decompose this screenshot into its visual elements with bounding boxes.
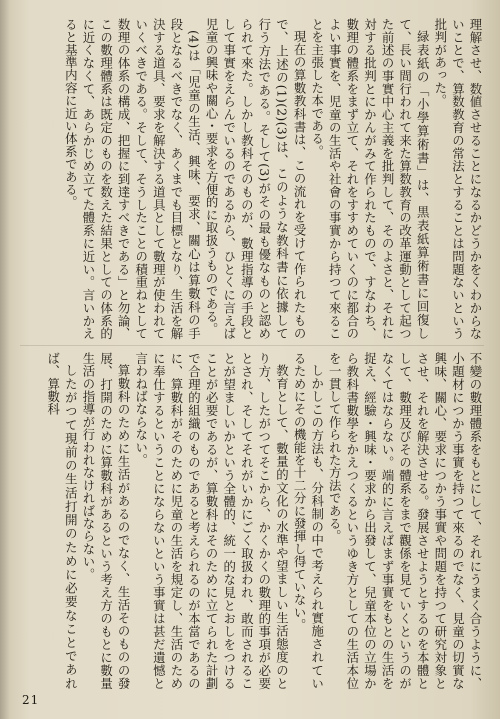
section-divider <box>20 345 484 346</box>
paragraph: 理解させ、数値させることになるかどうかをくわからないことで、算数教育の常法とすることは問題ないという批判があった。 <box>432 18 483 340</box>
upper-text-block <box>18 18 484 340</box>
paragraph: したがつて現前の生活打開のために必要なことであれば、算數科 <box>45 352 79 690</box>
paragraph: 教育として、數量的文化の水準や望ましい生活態度のとり方、したがつてそこから、かくかくの數理的事項が必要とされ、そしてそれがいかにごく取扱われ、敢而されることが望ましいかという全體的、統一的な見とおしをつけることが必要であるが、算數科はそのために立てられた計劃で合理的組織のものであると考えられるのが本當であるのに、算數科がそのために児童の生活を規定し、生活のために奉仕するということにならないという事實は甚だ遺憾と言わねばならない。 <box>133 352 290 690</box>
paragraph: 緑表紙の「小學算術書」は、黒表紙算術書に回復して、長い間行われて来た算数教育の改革運動として起つた前述の事實中心主義を批判して、そのよさと、それに対する批判とにかんがみて作られたもので、すなわち、數理の體系をまず立て、それをすすめていくのに都合のよい事實を、児童の生活や社會の事實から持つて來ることを主張した本である。 <box>309 18 431 340</box>
paragraph: 不變の數理體系をもとにして、それにうまく合うように、小題材につかう事實を持つて來るのでなく、見童の切實な興味、關心、要求につかう事實や問題を持つて研究対象とさせ、それを解決させる。發展させようとするのを本體として、數理及びその體系をまで觀係を見ていくというのがなくてはならない。端的に言えばまず事實をもとの生活を捉え、經驗・興味・要求から出發して、兒童本位の立場から教科書數學をかえつくるというゆき方としての生活本位を一貫して作られた方法である。 <box>327 352 483 690</box>
paragraph: 算數科のために生活があるのでなく、生活そのものの發展、打開のために算數科があるという考え方のもとに數量生活の指導が行われなければならない。 <box>80 352 132 690</box>
lower-text-block <box>18 352 484 690</box>
paragraph: しかしこの方法も、分科制の中で考えられ實施されているためにその機能を十二分に發揮し得ていない。 <box>292 352 325 690</box>
page-number: 21 <box>22 693 40 707</box>
paragraph: (4)は「児童の生活、興味、要求、關心は算數科の手段となるべきでなく、あくまでも目標となり、生活を解決する道具、要求を解決する道具として數理が使われていくべきである。そして、そうしたことの積重ねとして数理の体系の構成、把握に到達すべきである」と勿論、この數理體系は既定のものを数えた結果としての体系的に近くなくて、あらかじめ立てた體系に近い。言いかえると基準内容に近い体系である。 <box>63 18 202 340</box>
paragraph: 現在の算數教科書は、この流れを受けて作られたもので、上述の(1)(2)(3)は、このような教科書に依據して行う方法である。そして(3)がその最も優なものと認められて來た。しかし教科そのものが、數理指導の手段として事實をえらんでいるのであるから、ひとくに言えば児童の興味や關心・要求を方便的に取扱うものである。 <box>204 18 308 340</box>
binding-shadow <box>0 0 10 719</box>
